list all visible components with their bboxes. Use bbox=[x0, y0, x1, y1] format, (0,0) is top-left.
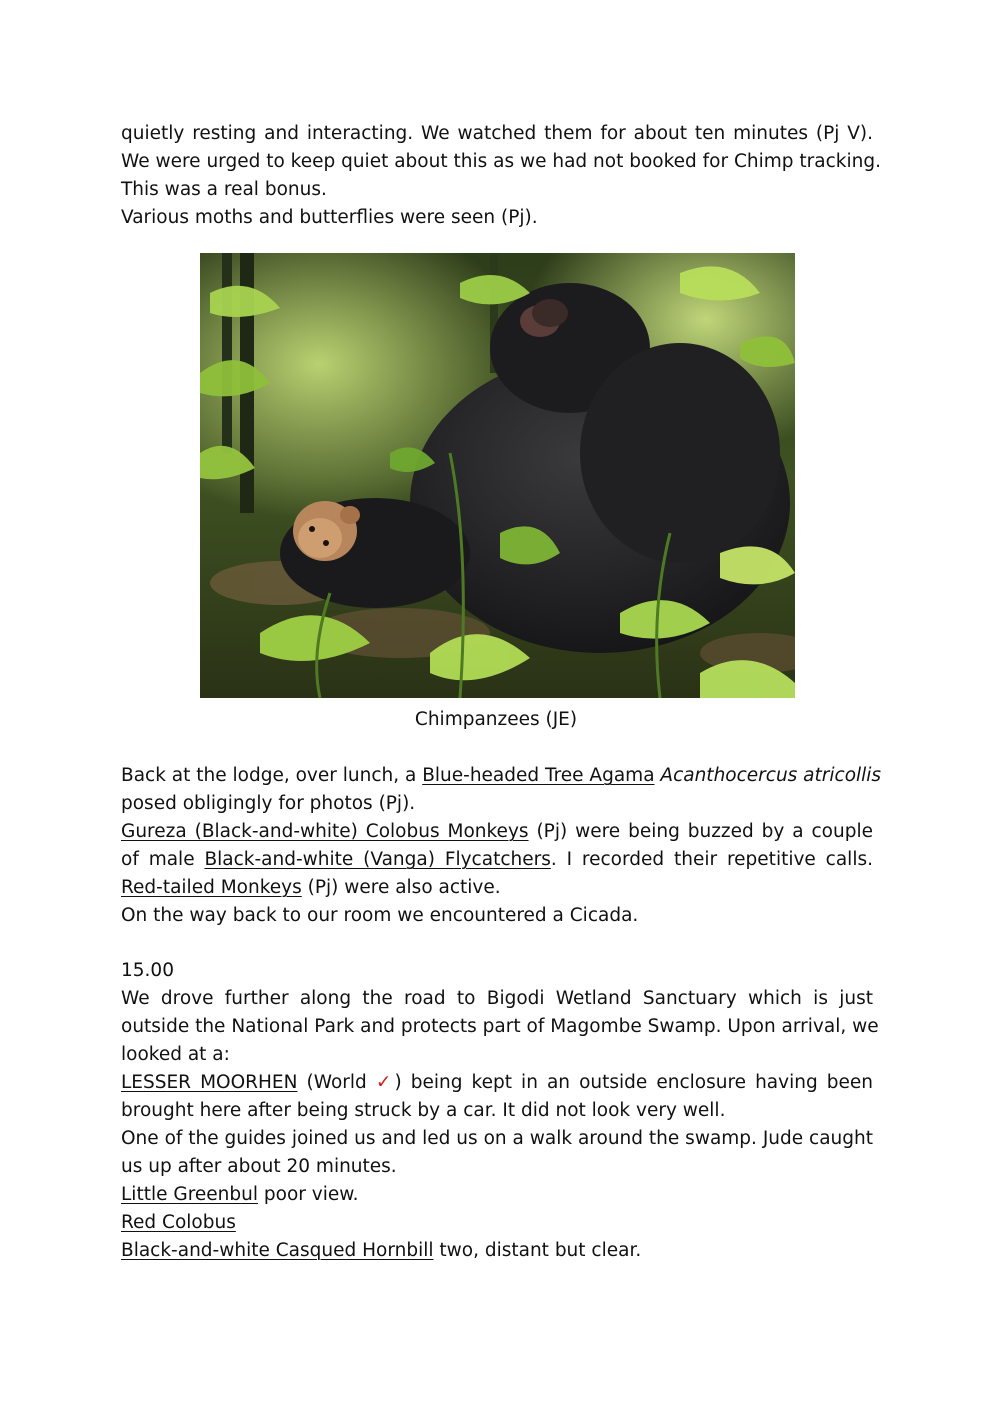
afternoon-line-2: outside the National Park and protects part of Magombe Swamp. Upon arrival, we bbox=[121, 1016, 879, 1037]
afternoon-line-3: looked at a: bbox=[121, 1044, 230, 1065]
hornbill-post-text: two, distant but clear. bbox=[433, 1240, 642, 1261]
lunch-line-1-text: Back at the lodge, over lunch, a bbox=[121, 765, 423, 786]
moorhen-line-1 bbox=[121, 1069, 873, 1097]
colobus-line bbox=[121, 1209, 873, 1237]
intro-line-2: We were urged to keep quiet about this as we had not booked for Chimp tracking. bbox=[121, 151, 881, 172]
check-icon: ✓ bbox=[375, 1072, 395, 1093]
species-casqued-hornbill: Black-and-white Casqued Hornbill bbox=[121, 1240, 434, 1261]
lunch-line-2: posed obligingly for photos (Pj). bbox=[121, 793, 416, 814]
lunch-line-3-text: (Pj) were being buzzed by a couple bbox=[528, 821, 873, 842]
scientific-name: Acanthocercus atricollis bbox=[660, 765, 882, 786]
photo-caption: Chimpanzees (JE) bbox=[414, 709, 578, 730]
guide-line-2: us up after about 20 minutes. bbox=[121, 1156, 397, 1177]
lunch-line-4-text: of male bbox=[121, 849, 205, 870]
lunch-line-5 bbox=[121, 874, 873, 902]
intro-line-3: This was a real bonus. bbox=[121, 179, 327, 200]
time-heading: 15.00 bbox=[121, 960, 174, 981]
moorhen-mid-text: (World bbox=[297, 1072, 376, 1093]
greenbul-post-text: poor view. bbox=[258, 1184, 359, 1205]
species-red-tailed-monkeys: Red-tailed Monkeys bbox=[121, 877, 302, 898]
moorhen-line-2: brought here after being struck by a car. It did not look very well. bbox=[121, 1100, 726, 1121]
afternoon-section bbox=[121, 957, 879, 1265]
afternoon-line-1: We drove further along the road to Bigodi Wetland Sanctuary which is just bbox=[121, 988, 873, 1009]
lunch-line-6: On the way back to our room we encountered a Cicada. bbox=[121, 905, 639, 926]
species-vanga-flycatchers: Black-and-white (Vanga) Flycatchers bbox=[204, 849, 551, 870]
lunch-line-4 bbox=[121, 846, 873, 874]
intro-paragraph bbox=[121, 120, 881, 232]
species-lesser-moorhen: LESSER MOORHEN bbox=[121, 1072, 298, 1093]
lunch-line-3 bbox=[121, 818, 873, 846]
guide-line-1: One of the guides joined us and led us on a walk around the swamp. Jude caught bbox=[121, 1128, 873, 1149]
species-red-colobus: Red Colobus bbox=[121, 1212, 236, 1233]
species-blue-headed-tree-agama: Blue-headed Tree Agama bbox=[422, 765, 655, 786]
species-little-greenbul: Little Greenbul bbox=[121, 1184, 258, 1205]
moorhen-post-text: ) being kept in an outside enclosure having been bbox=[394, 1072, 873, 1093]
chimpanzee-photo bbox=[200, 253, 795, 698]
intro-line-1: quietly resting and interacting. We watched them for about ten minutes (Pj V). bbox=[121, 123, 873, 144]
intro-line-4: Various moths and butterflies were seen (Pj). bbox=[121, 207, 538, 228]
juvenile-chimp-shape bbox=[280, 498, 470, 608]
lunch-line-4-post: . I recorded their repetitive calls. bbox=[550, 849, 873, 870]
species-colobus-monkeys: Gureza (Black-and-white) Colobus Monkeys bbox=[121, 821, 529, 842]
lunch-line-1 bbox=[121, 762, 882, 790]
lunch-line-5-text: (Pj) were also active. bbox=[301, 877, 501, 898]
lunch-paragraph bbox=[121, 762, 882, 930]
hornbill-line bbox=[121, 1237, 873, 1265]
greenbul-line bbox=[121, 1181, 873, 1209]
